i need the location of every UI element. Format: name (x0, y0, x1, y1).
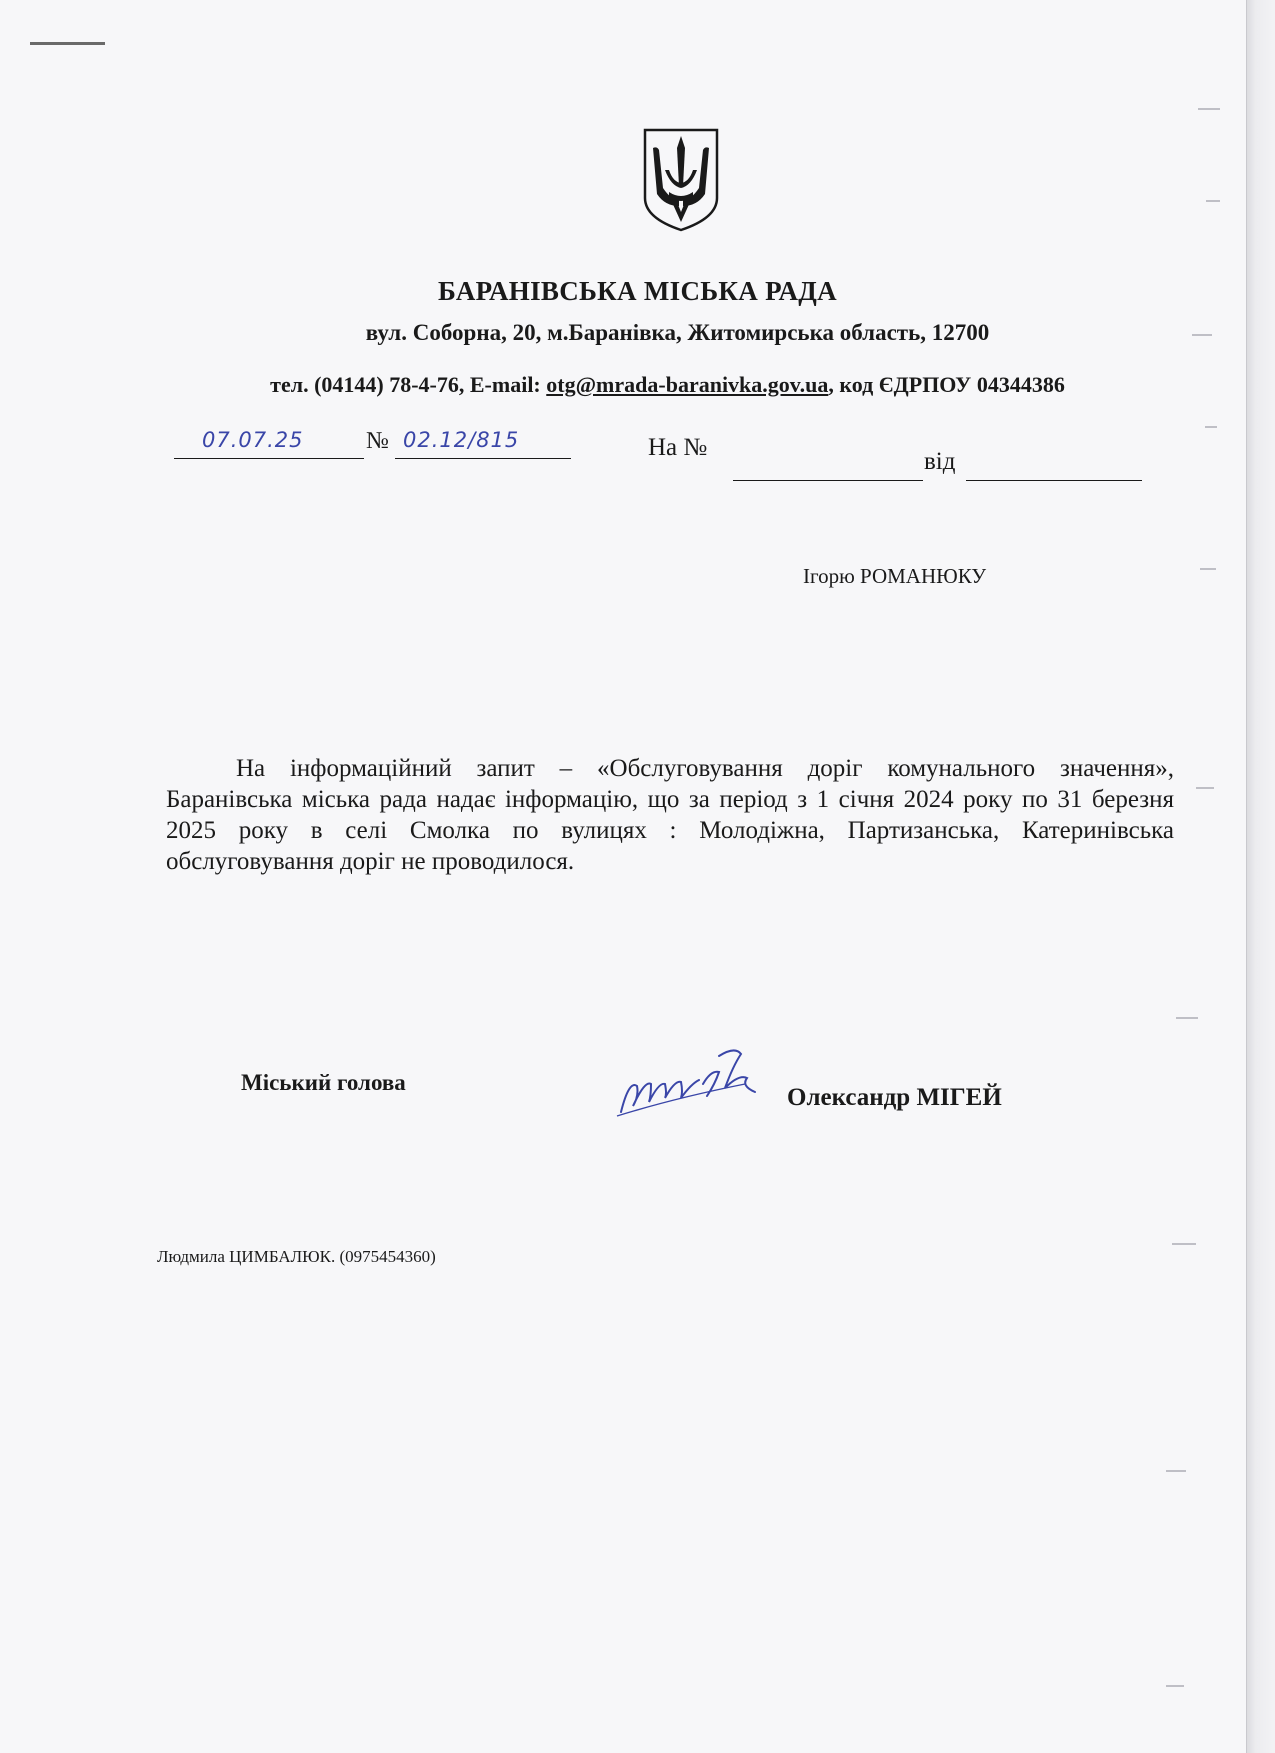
scan-noise (1196, 787, 1214, 789)
coat-of-arms-icon (641, 126, 721, 234)
scan-noise (1172, 1243, 1196, 1245)
incoming-number-label: На № (648, 434, 708, 461)
outgoing-number-field (395, 424, 571, 459)
incoming-date-field (966, 448, 1142, 481)
handwritten-signature (615, 1040, 815, 1120)
organization-name: БАРАНІВСЬКА МІСЬКА РАДА (438, 276, 837, 306)
number-label: № (366, 428, 389, 454)
scan-noise (1176, 1017, 1198, 1019)
outgoing-number-value: 02.12/815 (403, 428, 520, 452)
scan-noise (1166, 1470, 1186, 1472)
scan-noise (1200, 568, 1216, 570)
incoming-number-field (733, 444, 923, 481)
letter-body: На інформаційний запит – «Обслуговування доріг комунального значення», Баранівська міська рада надає інформацію, що за період з 1 січня 2024 року по 31 березня 2025 року в селі Смолка по вулицях : Молодіжна, Партизанська, Катеринівська обслуговування доріг не проводилося. (166, 755, 1174, 875)
organization-address: вул. Соборна, 20, м.Баранівка, Житомирська область, 12700 (365, 320, 990, 345)
organization-contacts (30, 372, 1275, 398)
scan-noise (1206, 200, 1220, 202)
scan-noise (1198, 108, 1220, 110)
contacts-registry-code: , код ЄДРПОУ 04344386 (828, 372, 1065, 397)
scan-page-edge (1246, 0, 1275, 1753)
scan-noise (1205, 426, 1217, 428)
recipient-name: Ігорю РОМАНЮКУ (803, 564, 987, 588)
outgoing-date-value: 07.07.25 (202, 428, 304, 452)
scan-artifact-mark (30, 42, 105, 45)
contacts-phone-prefix: тел. (04144) 78-4-76, E-mail: (270, 372, 547, 397)
executor-contact: Людмила ЦИМБАЛЮК. (0975454360) (157, 1247, 436, 1266)
incoming-date-label: від (924, 448, 956, 475)
email-link[interactable]: otg@mrada-baranivka.gov.ua (546, 372, 829, 397)
signatory-name: Олександр МІГЕЙ (787, 1084, 1002, 1111)
scan-noise (1166, 1685, 1184, 1687)
outgoing-date-field (174, 424, 364, 459)
signatory-title: Міський голова (241, 1070, 406, 1095)
